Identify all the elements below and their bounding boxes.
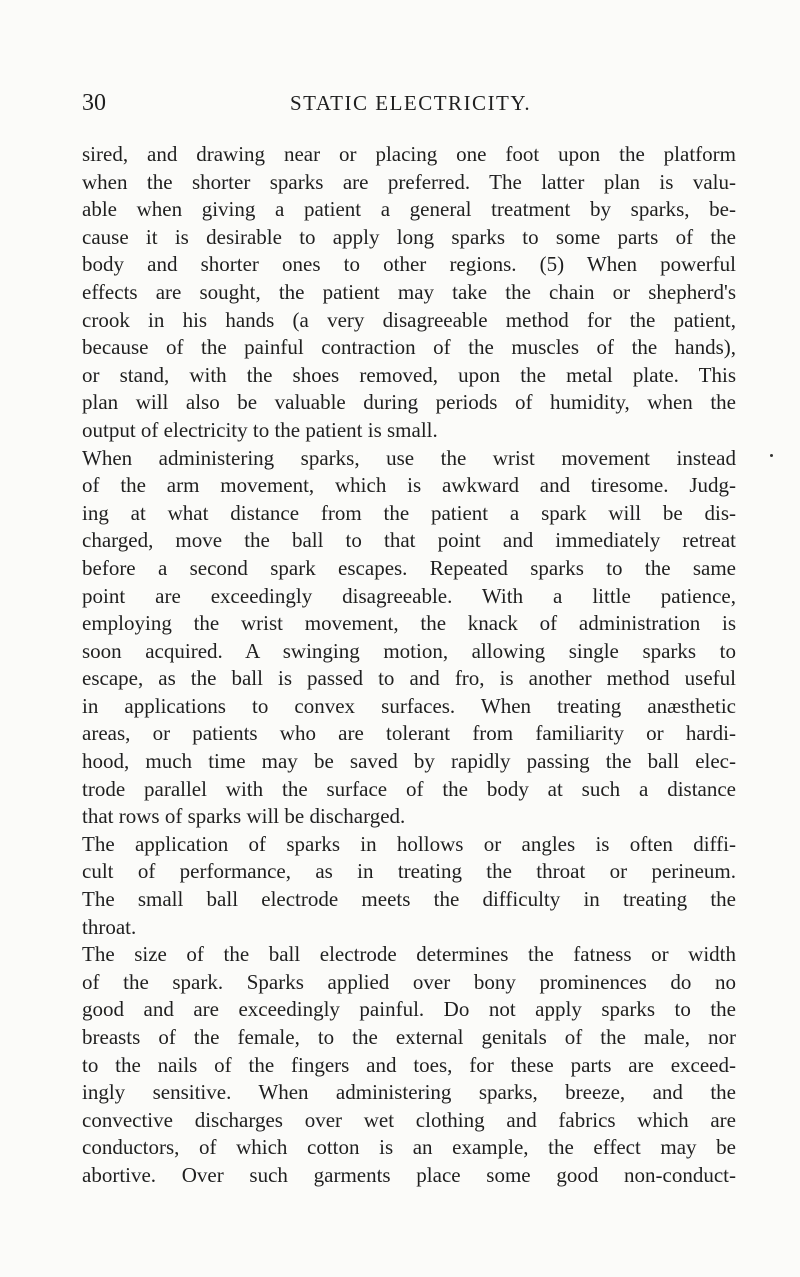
text-line: trode parallel with the surface of the body at such a distance [82,776,736,801]
text-line: because of the painful contraction of the muscles of the hands), [82,335,736,360]
text-line: abortive. Over such garments place some good non-conduct- [82,1162,736,1187]
text-line: charged, move the ball to that point and immediately retreat [82,528,736,553]
text-line: escape, as the ball is passed to and fro, is another method useful [82,666,736,691]
text-line: before a second spark escapes. Repeated sparks to the same [82,555,736,580]
text-line: sired, and drawing near or placing one foot upon the platform [82,142,736,166]
text-line: ing at what distance from the patient a spark will be dis- [82,500,736,525]
text-line: The size of the ball electrode determines the fatness or width [82,942,736,967]
page-header [82,88,736,118]
text-line: output of electricity to the patient is small. [82,417,438,442]
text-line: in applications to convex surfaces. When treating anæsthetic [82,693,736,718]
ink-speck [770,454,773,457]
text-line: good and are exceedingly painful. Do not apply sparks to the [82,997,736,1022]
text-line: able when giving a patient a general treatment by sparks, be- [82,197,736,222]
text-line: that rows of sparks will be discharged. [82,804,406,829]
text-line: areas, or patients who are tolerant from familiarity or hardi- [82,721,736,746]
text-line: to the nails of the fingers and toes, for these parts are exceed- [82,1052,736,1077]
text-line: point are exceedingly disagreeable. With a little patience, [82,583,736,608]
text-line: hood, much time may be saved by rapidly passing the ball elec- [82,749,736,774]
text-line: body and shorter ones to other regions. (5) When powerful [82,252,736,277]
text-line: when the shorter sparks are preferred. The latter plan is valu- [82,169,736,194]
text-line: ingly sensitive. When administering sparks, breeze, and the [82,1080,736,1105]
text-line: breasts of the female, to the external genitals of the male, nor [82,1025,736,1049]
body-text [82,141,736,1190]
text-line: plan will also be valuable during periods of humidity, when the [82,390,736,415]
text-line: conductors, of which cotton is an example, the effect may be [82,1135,736,1160]
text-line: crook in his hands (a very disagreeable method for the patient, [82,307,736,332]
text-line: of the arm movement, which is awkward and tiresome. Judg- [82,473,736,498]
text-line: soon acquired. A swinging motion, allowing single sparks to [82,638,736,663]
text-line: When administering sparks, use the wrist movement instead [82,445,736,470]
text-line: or stand, with the shoes removed, upon the metal plate. This [82,362,736,387]
text-line: cult of performance, as in treating the throat or perineum. [82,859,736,884]
text-line: employing the wrist movement, the knack of administration is [82,611,736,636]
running-title: STATIC ELECTRICITY. [290,91,532,115]
text-line: throat. [82,914,137,939]
text-line: The application of sparks in hollows or angles is often diffi- [82,831,736,856]
text-line: The small ball electrode meets the difficulty in treating the [82,887,736,912]
text-line: effects are sought, the patient may take the chain or shepherd's [82,279,736,304]
text-line: cause it is desirable to apply long sparks to some parts of the [82,224,736,249]
text-line: convective discharges over wet clothing and fabrics which are [82,1107,736,1132]
page-number: 30 [82,90,106,116]
text-line: of the spark. Sparks applied over bony prominences do no [82,969,736,994]
